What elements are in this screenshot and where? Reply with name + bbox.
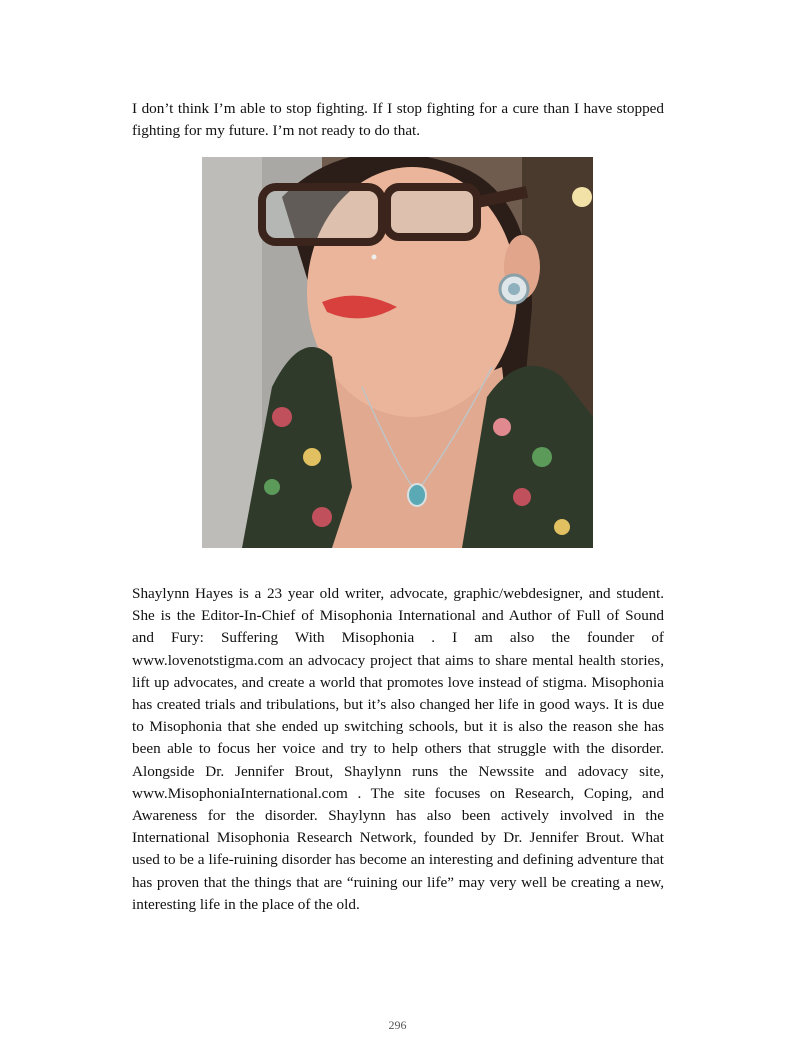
author-bio-paragraph: Shaylynn Hayes is a 23 year old writer, advocate, graphic/webdesigner, and student. She is the Editor-In-Chief of Misophonia International and Author of Full of Sound and Fury: Suffering With Misophonia . I am also the founder of www.lovenotstigma.com an advocacy project that aims to share mental health stories, lift up advocates, and create a world that promotes love instead of stigma. Misophonia has created trials and tribulations, but it’s also changed her life in good ways. It is due to Misophonia that she ended up switching schools, but it is also the reason she has been able to focus her voice and try to help others that struggle with the disorder. Alongside Dr. Jennifer Brout, Shaylynn runs the Newssite and adovacy site, www.MisophoniaInternational.com . The site focuses on Research, Coping, and Awareness for the disorder. Shaylynn has also been actively involved in the International Misophonia Research Network, founded by Dr. Jennifer Brout. What used to be a life-ruining disorder has become an interesting and defining adventure that has proven that the things that are “ruining our life” may very well be creating a new, interesting life in the place of the old. [132,585,664,913]
quote-paragraph: I don’t think I’m able to stop fighting. If I stop fighting for a cure than I have stopped fighting for my future. I’m not ready to do that. [132,100,664,140]
page-number: 296 [388,1018,407,1032]
portrait-photo [202,157,593,548]
